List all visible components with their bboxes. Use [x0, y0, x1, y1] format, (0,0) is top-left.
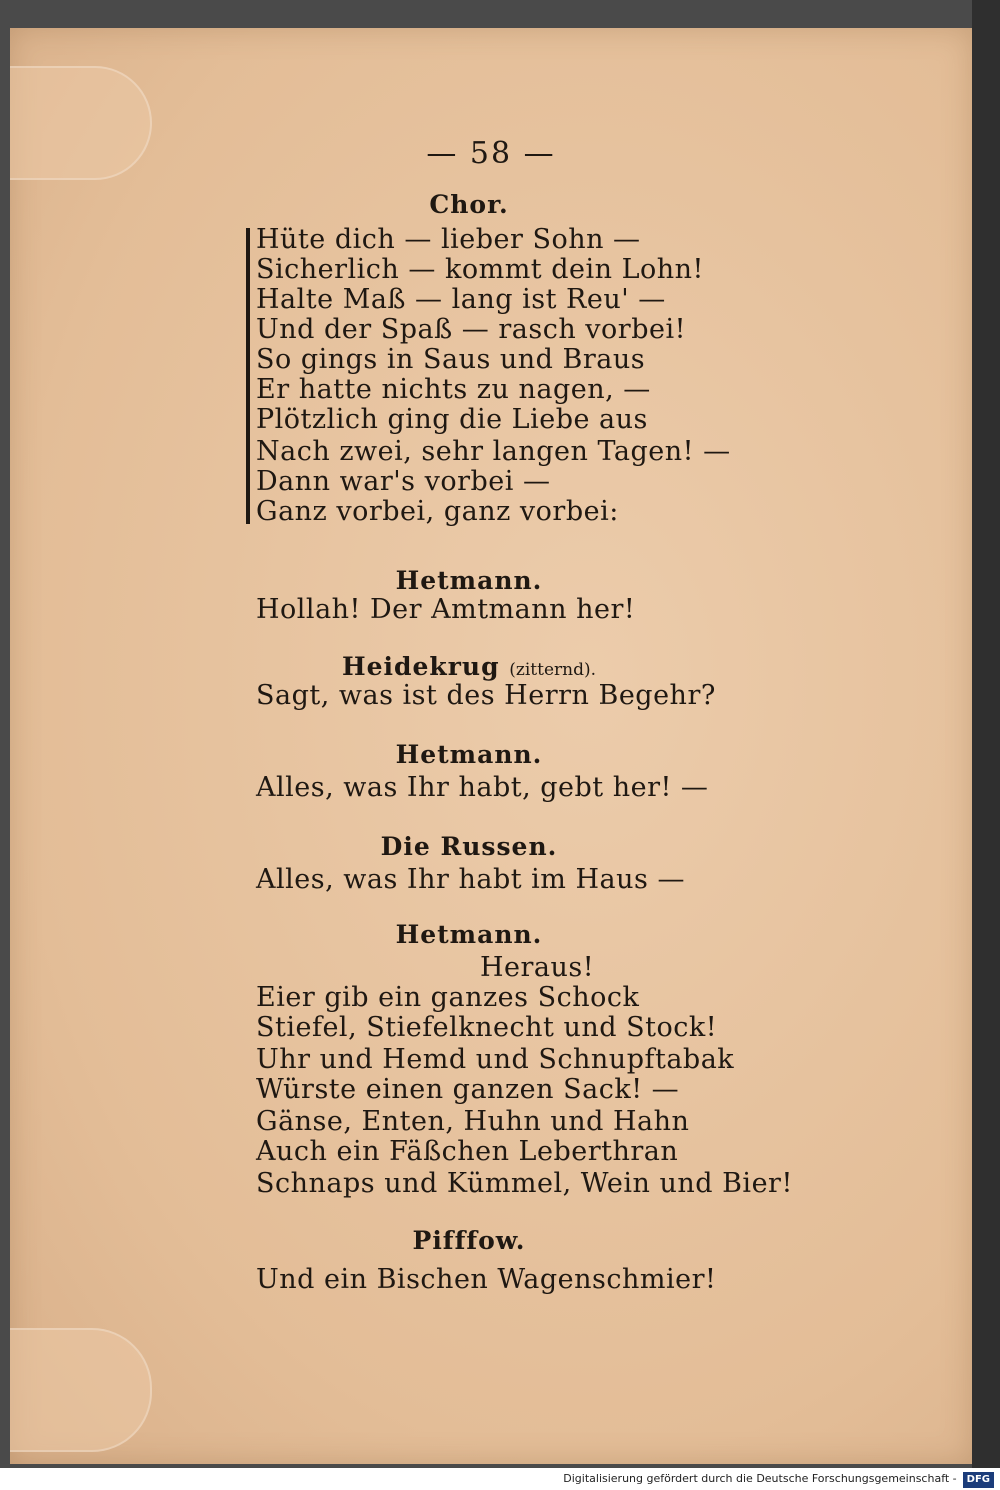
- speaker-label: Chor.: [429, 190, 509, 219]
- verse-line: Ganz vorbei, ganz vorbei:: [256, 496, 619, 527]
- chorus-bracket: [246, 228, 250, 524]
- verse-line: Sicherlich — kommt dein Lohn!: [256, 254, 704, 285]
- verse-line: Und der Spaß — rasch vorbei!: [256, 314, 686, 345]
- dfg-logo-icon: DFG: [963, 1472, 994, 1488]
- verse-line: Halte Maß — lang ist Reu' —: [256, 284, 666, 315]
- speaker-label: Die Russen.: [380, 832, 558, 861]
- speaker-label: [0, 652, 950, 681]
- verse-line: Schnaps und Kümmel, Wein und Bier!: [256, 1168, 793, 1199]
- verse-line: Auch ein Fäßchen Leberthran: [256, 1136, 679, 1167]
- page-text: [10, 28, 972, 1464]
- speaker-label: Hetmann.: [395, 566, 543, 595]
- verse-line: Dann war's vorbei —: [256, 466, 551, 497]
- verse-line: Stiefel, Stiefelknecht und Stock!: [256, 1012, 718, 1043]
- speaker-name: Heidekrug: [341, 652, 500, 681]
- verse-line: Gänse, Enten, Huhn und Hahn: [256, 1106, 690, 1137]
- speaker-label: Hetmann.: [395, 920, 543, 949]
- speaker-label: Hetmann.: [395, 740, 543, 769]
- book-edge: [972, 0, 1000, 1468]
- verse-line: Alles, was Ihr habt, gebt her! —: [256, 772, 709, 803]
- verse-line: Nach zwei, sehr langen Tagen! —: [256, 436, 731, 467]
- verse-line: Plötzlich ging die Liebe aus: [256, 404, 648, 435]
- digitization-footer: [0, 1468, 1000, 1490]
- verse-line: Und ein Bischen Wagenschmier!: [256, 1264, 717, 1295]
- page-number: — 58 —: [426, 136, 556, 171]
- verse-line: Sagt, was ist des Herrn Begehr?: [256, 680, 716, 711]
- stage-direction: (zitternd).: [509, 660, 597, 680]
- verse-line: Alles, was Ihr habt im Haus —: [256, 864, 685, 895]
- book-page: [10, 28, 972, 1464]
- verse-line: Hüte dich — lieber Sohn —: [256, 224, 641, 255]
- verse-line: Hollah! Der Amtmann her!: [256, 594, 636, 625]
- speaker-label: Pifffow.: [412, 1226, 526, 1255]
- footer-text: Digitalisierung gefördert durch die Deutsche Forschungsgemeinschaft -: [563, 1472, 957, 1485]
- verse-line: Würste einen ganzen Sack! —: [256, 1074, 680, 1105]
- verse-line: Uhr und Hemd und Schnupftabak: [256, 1044, 735, 1075]
- verse-line: Er hatte nichts zu nagen, —: [256, 374, 651, 405]
- verse-line: Eier gib ein ganzes Schock: [256, 982, 640, 1013]
- verse-line: So gings in Saus und Braus: [256, 344, 646, 375]
- verse-line: Heraus!: [480, 952, 595, 983]
